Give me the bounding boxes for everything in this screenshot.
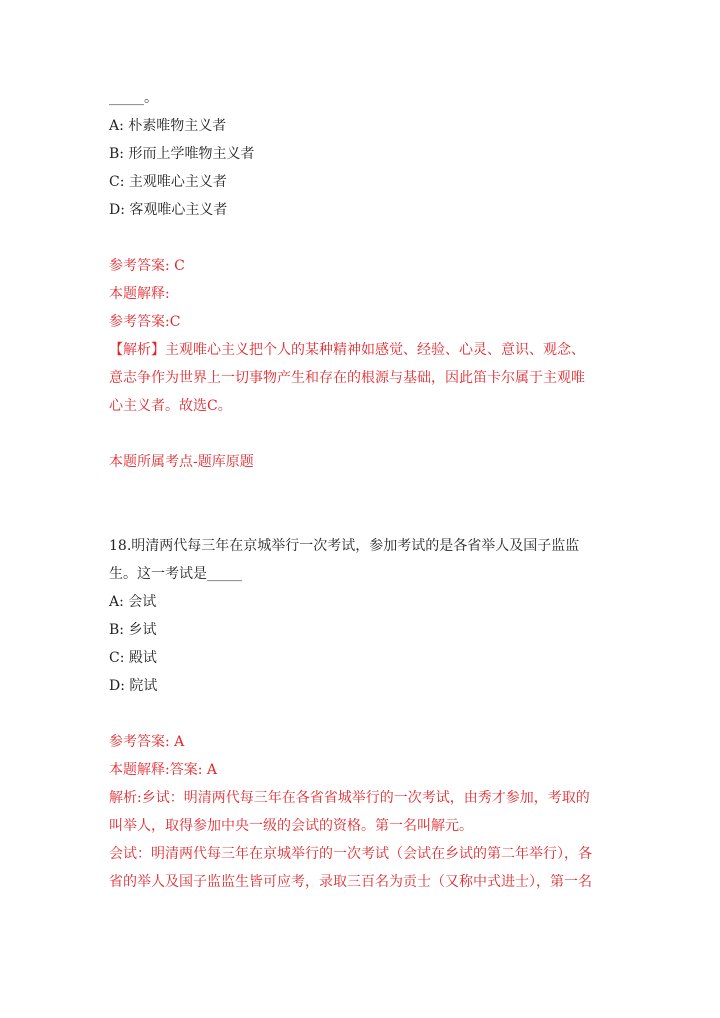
- spacer: [109, 420, 614, 448]
- q17-option-d: D: 客观唯心主义者: [109, 202, 228, 218]
- q17-option-c: C: 主观唯心主义者: [109, 174, 227, 190]
- q18-analysis-line-4: 省的举人及国子监监生皆可应考，录取三百名为贡士（又称中式进士），第一名: [109, 874, 592, 890]
- spacer: [109, 476, 614, 532]
- q18-analysis-line-2: 叫举人，取得参加中央一级的会试的资格。第一名叫解元。: [109, 818, 473, 834]
- page-content: [109, 84, 614, 896]
- q17-analysis-line-2: 意志争作为世界上一切事物产生和存在的根源与基础，因此笛卡尔属于主观唯: [109, 370, 585, 386]
- q17-option-b: B: 形而上学唯物主义者: [109, 146, 255, 162]
- q18-option-c: C: 殿试: [109, 650, 157, 666]
- q18-stem-line-1: 18.明清两代每三年在京城举行一次考试，参加考试的是各省举人及国子监监: [109, 538, 580, 554]
- q17-explanation-label: 本题解释:: [109, 286, 170, 302]
- q18-option-d: D: 院试: [109, 678, 158, 694]
- q18-option-a: A: 会试: [109, 594, 157, 610]
- q18-analysis-line-1: 解析:乡试：明清两代每三年在各省省城举行的一次考试，由秀才参加，考取的: [109, 790, 590, 806]
- spacer: [109, 700, 614, 728]
- q17-answer-repeat: 参考答案:C: [109, 314, 181, 330]
- spacer: [109, 224, 614, 252]
- q18-answer: 参考答案: A: [109, 734, 185, 750]
- q17-answer: 参考答案: C: [109, 258, 185, 274]
- q17-source: 本题所属考点-题库原题: [109, 454, 254, 470]
- q17-analysis-line-3: 心主义者。故选C。: [109, 398, 232, 414]
- q18-analysis-line-3: 会试：明清两代每三年在京城举行的一次考试（会试在乡试的第二年举行），各: [109, 846, 592, 862]
- q18-stem-line-2: 生。这一考试是_____: [109, 566, 242, 582]
- q17-option-a: A: 朴素唯物主义者: [109, 118, 227, 134]
- q17-stem-tail: _____。: [109, 90, 158, 106]
- q17-analysis-line-1: 【解析】主观唯心主义把个人的某种精神如感觉、经验、心灵、意识、观念、: [109, 342, 585, 358]
- q18-option-b: B: 乡试: [109, 622, 157, 638]
- q18-explanation: 本题解释:答案: A: [109, 762, 217, 778]
